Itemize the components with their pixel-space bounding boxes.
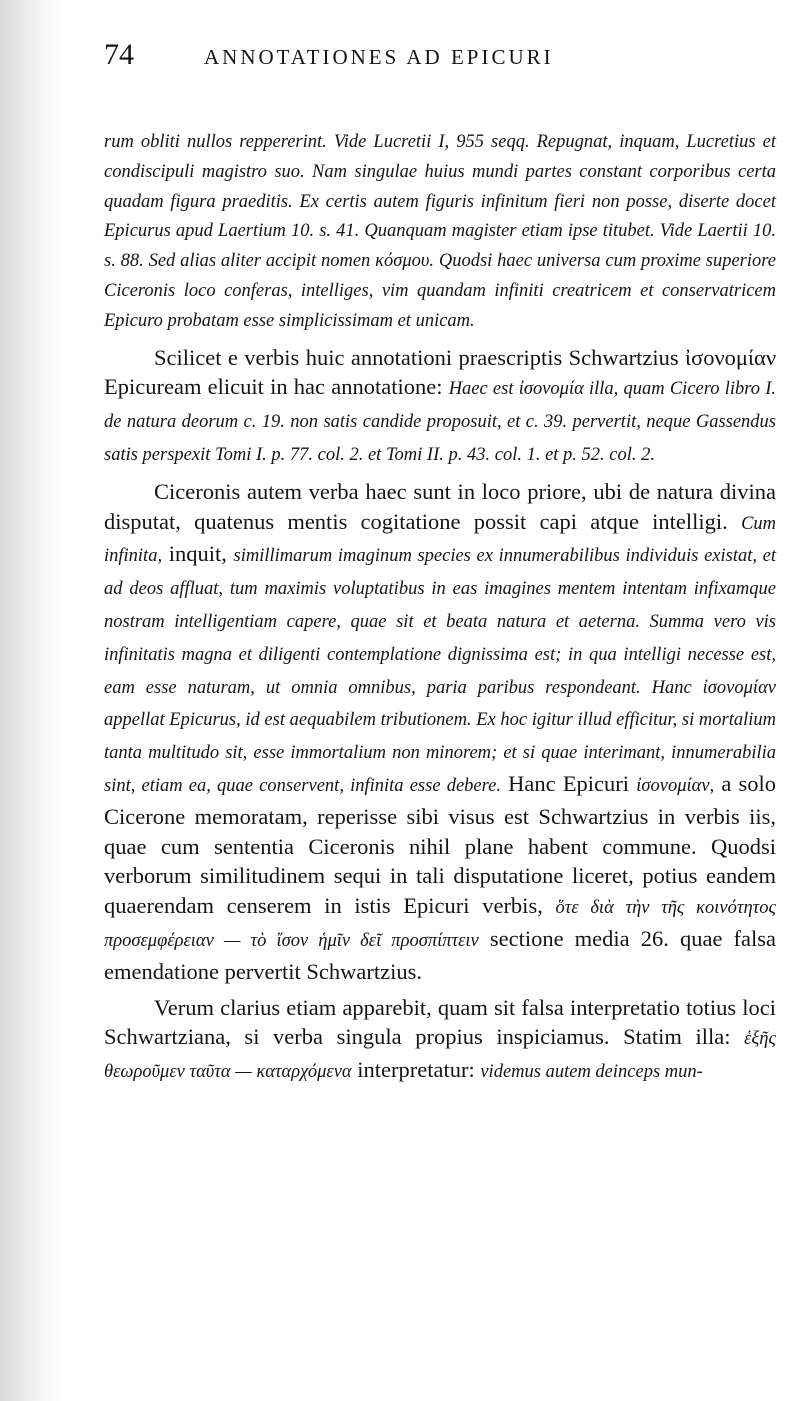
paragraph-text: interpretatur:	[357, 1057, 475, 1083]
paragraph-text: Hanc Epicuri	[508, 770, 630, 796]
paragraph-text: inquit,	[168, 541, 227, 567]
paragraph-greek-term: ἰσονομίαν,	[636, 775, 715, 796]
paragraph-italic-quote: Haec est ἰσονομία illa, quam Cicero libro I. de natura deorum c. 19. non satis candide proposuit, et c. 39. pervertit, neque Gassendus satis perspexit Tomi I. p. 77. col. 2. et Tomi II. p. 43. col. 1. et p. 52. col. 2.	[104, 379, 777, 465]
page-number: 74	[104, 38, 134, 71]
paragraph-verum	[104, 993, 776, 1088]
paragraph-text: sectione media 26. quae falsa emendatione pervertit Schwartzius.	[104, 925, 776, 984]
paragraph-text: Verum clarius etiam apparebit, quam sit falsa interpretatio totius loci Schwartziana, si verba singula propius inspiciamus. Statim illa:	[104, 994, 776, 1050]
paragraph-text: a solo Cicerone memoratam, reperisse sibi visus est Schwartzius in verbis iis, quae cum sententia Ciceronis nihil plane habent commune. Quodsi verborum similitudinem sequi in tali disputatione liceret, potius eandem quaerendam censerem in istis Epicuri verbis,	[104, 770, 777, 919]
running-title: ANNOTATIONES AD EPICURI	[204, 45, 554, 69]
footnote-continuation: rum obliti nullos reppererint. Vide Lucretii I, 955 seqq. Repugnat, inquam, Lucretius et condiscipuli magistro suo. Nam singulae huius mundi partes constant corporibus certa quadam figura praeditis. Ex certis autem figuris infinitum fieri non posse, diserte docet Epicurus apud Laertium 10. s. 41. Quanquam magister etiam ipse titubet. Vide Laertii 10. s. 88. Sed alias aliter accipit nomen κόσμου. Quodsi haec universa cum proxime superiore Ciceronis loco conferas, intelliges, vim quandam infiniti creatricem et conservatricem Epicuro probatam esse simplicissimam et unicam.	[104, 132, 776, 331]
paragraph-text: Ciceronis autem verba haec sunt in loco priore, ubi de natura divina disputat, quatenus mentis cogitatione possit capi atque intelligi.	[104, 478, 776, 534]
paragraph-scilicet	[104, 343, 776, 471]
paragraph-italic-quote: videmus autem deinceps mun-	[480, 1062, 703, 1083]
paragraph-text: Scilicet e verbis huic annotationi praescriptis Schwartzius ἰσονομίαν Epicuream elicuit in hac annotatione:	[104, 344, 776, 400]
paragraph-greek-quote: ἑξῆς θεωροῦμεν ταῦτα — καταρχόμενα	[104, 1029, 776, 1083]
paragraph-italic-quote: Cum infinita,	[104, 513, 777, 567]
paragraph-ciceronis	[104, 477, 776, 987]
page-gutter-shadow	[0, 0, 60, 1401]
paragraph-italic-quote: simillimarum imaginum species ex innumerabilibus individuis existat, et ad deos affluat, tum maximis voluptatibus in eas imagines mentem intentam infixamque nostram intelligentiam capere, quae sit et beata natura et aeterna. Summa vero vis infinitatis magna et diligenti contemplatione dignissima est; in qua intelligi necesse est, eam esse naturam, ut omnia omnibus, paria paribus respondeant. Hanc ἰσονομίαν appellat Epicurus, id est aequabilem tributionem. Ex hoc igitur illud efficitur, si mortalium tanta multitudo sit, esse immortalium non minorem; et si quae interimant, innumerabilia sint, etiam ea, quae conservent, infinita esse debere.	[104, 546, 777, 796]
running-head	[104, 38, 776, 88]
paragraph-greek-quote: ὅτε διὰ τὴν τῆς κοινότητος προσεμφέρειαν — τὸ ἴσον ἡμῖν δεῖ προσπίπτειν	[104, 898, 776, 951]
